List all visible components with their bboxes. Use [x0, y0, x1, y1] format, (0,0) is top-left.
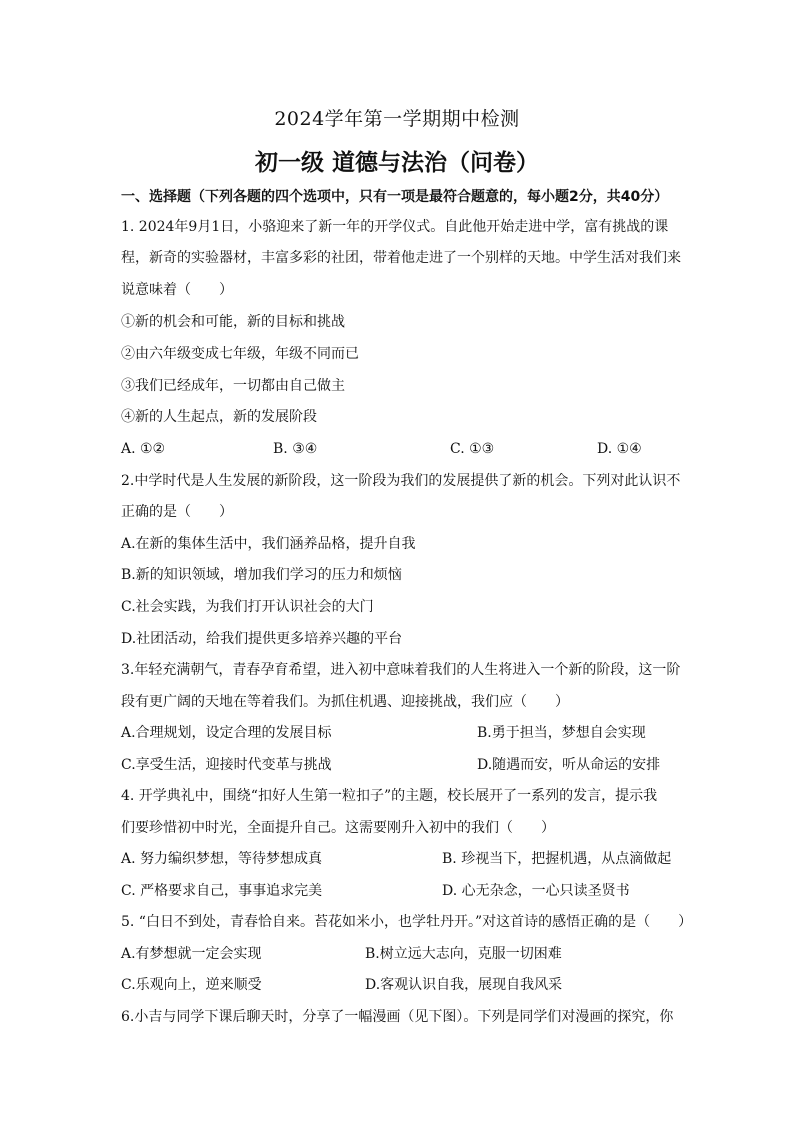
option-b: B.新的知识领域，增加我们学习的压力和烦恼 [121, 567, 402, 583]
question-text-line: 6.小吉与同学下课后聊天时，分享了一幅漫画（见下图）。下列是同学们对漫画的探究，你 [121, 1009, 674, 1025]
question-text-line: 说意味着（ ） [121, 282, 233, 298]
option-d: D. ①④ [597, 441, 642, 457]
question-text-line: 们要珍惜初中时光，全面提升自己。这需要刚升入初中的我们（ ） [121, 820, 555, 836]
option-c: C. ①③ [450, 441, 495, 457]
question-text-line: 程，新奇的实验器材，丰富多彩的社团，带着他走进了一个别样的天地。中学生活对我们来 [121, 250, 681, 266]
option-d: D.社团活动，给我们提供更多培养兴趣的平台 [121, 631, 403, 647]
question-text-line: 段有更广阔的天地在等着我们。为抓住机遇、迎接挑战，我们应（ ） [121, 694, 569, 710]
statement: ①新的机会和可能，新的目标和挑战 [121, 314, 345, 330]
question-text-line: 2.中学时代是人生发展的新阶段，这一阶段为我们的发展提供了新的机会。下列对此认识不 [121, 473, 681, 489]
option-b: B. ③④ [273, 441, 318, 457]
exam-subtitle: 初一级 道德与法治（问卷） [254, 150, 539, 176]
option-a: A.合理规划，设定合理的发展目标 [121, 725, 332, 741]
option-b: B.勇于担当，梦想自会实现 [477, 725, 646, 741]
option-d: D.随遇而安，听从命运的安排 [477, 757, 661, 773]
question-text-line: 4. 开学典礼中，围绕“扣好人生第一粒扣子”的主题，校长展开了一系列的发言，提示我 [121, 788, 658, 804]
option-d: D.客观认识自我，展现自我风采 [365, 977, 563, 993]
question-text-line: 3.年轻充满朝气，青春孕育希望，进入初中意味着我们的人生将进入一个新的阶段，这一阶 [121, 662, 681, 678]
statement: ④新的人生起点，新的发展阶段 [121, 409, 317, 425]
option-d: D. 心无杂念，一心只读圣贤书 [442, 883, 630, 899]
option-b: B.树立远大志向，克服一切困难 [365, 946, 562, 962]
statement: ②由六年级变成七年级，年级不同而已 [121, 346, 359, 362]
statement: ③我们已经成年，一切都由自己做主 [121, 378, 345, 394]
question-text-line: 1. 2024年9月1日，小骆迎来了新一年的开学仪式。自此他开始走进中学，富有挑战的课 [121, 219, 669, 235]
option-a: A.有梦想就一定会实现 [121, 946, 262, 962]
option-a: A. 努力编织梦想，等待梦想成真 [121, 851, 323, 867]
exam-title: 2024学年第一学期期中检测 [274, 108, 520, 130]
option-c: C.社会实践，为我们打开认识社会的大门 [121, 599, 374, 615]
question-text-line: 5. “白日不到处，青春恰自来。苔花如米小，也学牡丹开。”对这首诗的感悟正确的是（ ） [121, 914, 693, 930]
option-a: A. ①② [121, 441, 166, 457]
question-text-line: 正确的是（ ） [121, 504, 233, 520]
option-a: A.在新的集体生活中，我们涵养品格，提升自我 [121, 536, 416, 552]
option-b: B. 珍视当下，把握机遇，从点滴做起 [442, 851, 672, 867]
option-c: C.乐观向上，逆来顺受 [121, 977, 262, 993]
section-heading: 一、选择题（下列各题的四个选项中，只有一项是最符合题意的，每小题2分，共40分） [121, 189, 669, 205]
option-c: C.享受生活，迎接时代变革与挑战 [121, 757, 332, 773]
option-c: C. 严格要求自己，事事追求完美 [121, 883, 323, 899]
